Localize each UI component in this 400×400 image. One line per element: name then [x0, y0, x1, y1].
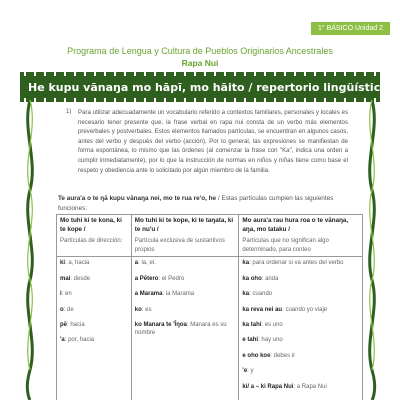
- instruction-number: 1): [66, 108, 72, 115]
- entry-term: mai: [60, 275, 71, 282]
- entry-gloss: : la, el.: [138, 260, 156, 267]
- list-item: [242, 336, 359, 344]
- heading-ornament-bottom: [20, 98, 380, 102]
- table-header-row: [57, 215, 363, 257]
- entry-gloss: : en: [61, 291, 72, 298]
- entry-term: 'e: [242, 368, 248, 375]
- list-item: [60, 321, 128, 329]
- header-cell-direction: [57, 215, 132, 257]
- list-item: [242, 321, 359, 329]
- list-item: [242, 275, 359, 283]
- column-description: Partículas de dirección:: [60, 238, 123, 245]
- entry-gloss: : el Pedro: [158, 275, 185, 282]
- entry-term: ka tahi: [242, 322, 262, 328]
- entry-term: ka: [242, 260, 250, 267]
- entry-term: 'a: [60, 337, 65, 344]
- entry-gloss: : hacia: [67, 322, 85, 328]
- particles-intro-rest: / Estas partículas cumplen las siguientes funciones:: [58, 195, 334, 212]
- entry-gloss: : Manara es su nombre: [134, 322, 227, 337]
- particles-intro-bold: Te aura'a o te ŋā kupu vānaŋa nei, mo te rua re'o, he: [58, 195, 217, 202]
- list-item: [242, 290, 359, 298]
- entry-gloss: : cuando: [249, 291, 273, 298]
- entry-term: ka oho: [242, 275, 262, 282]
- entry-term: ka: [242, 291, 250, 298]
- entry-term: ki/ a – ki Rapa Nui: [242, 383, 294, 390]
- right-vine-ornament: [360, 100, 384, 400]
- entry-gloss: : es: [141, 306, 152, 313]
- list-item: [242, 306, 359, 314]
- instruction-paragraph: Para utilizar adecuadamente un vocabulario referido a contextos familiares, personales y locales es necesario tener presente que, la frase verbal en rapa nui consta de un verbo más elementos preverbales y postverbales. Estos elementos llamados partículas, se encuentran en algunos casos, antes del verbo y después del verbo (acción). Por lo general, las expresiones se manifiestan de forma espontánea, lo mismo que las órdenes (al comenzar la frase con "Ka", indica una orden a cumplir inmediatamente), por lo que la instrucción de normas en niños y niñas tiene como base el respeto y obediencia ante lo solicitado por algún miembro de la familia.: [78, 109, 348, 174]
- list-item: [242, 259, 359, 267]
- entry-gloss: : a, hacia: [65, 260, 90, 267]
- entry-gloss: : debes ir: [270, 352, 296, 359]
- entry-term: a Pētero: [134, 275, 159, 282]
- entries-cell-direction: [57, 257, 132, 400]
- entry-gloss: : por, hacia: [64, 337, 95, 344]
- entry-term: e oho koe: [242, 352, 271, 359]
- heading-ornament-top: [20, 72, 380, 76]
- entry-gloss: : y: [247, 368, 254, 375]
- entry-gloss: : para ordenar si va antes del verbo: [249, 260, 344, 267]
- table-body-row: [57, 257, 363, 400]
- entry-gloss: : de: [63, 306, 74, 313]
- program-subtitle: Rapa Nui: [181, 58, 219, 68]
- list-item: [135, 259, 236, 267]
- column-description: Partículas que no significan algo determinado, para conteo: [242, 238, 329, 253]
- section-heading-band: [20, 76, 388, 98]
- section-heading: He kupu vānaŋa mo hāpī, mo hāito / repertorio lingüístico: [28, 81, 388, 94]
- list-item: [242, 367, 359, 375]
- entry-gloss: : la Marama: [162, 291, 195, 298]
- entry-term: a: [134, 260, 139, 267]
- list-item: [60, 336, 128, 344]
- entry-term: ko: [134, 306, 142, 313]
- list-item: [135, 275, 236, 283]
- entry-term: ko Manara te 'Īŋoa: [134, 322, 187, 328]
- column-title: Mo aura'a rau hura roa o te vānaŋa, aŋa, mo tataku /: [242, 217, 349, 233]
- list-item: [242, 383, 359, 391]
- entries-cell-counting: [239, 257, 363, 400]
- particles-intro: [58, 194, 358, 213]
- entry-term: e tahi: [242, 337, 259, 344]
- entry-gloss: : es uno: [261, 322, 283, 328]
- list-item: [60, 259, 128, 267]
- entry-term: ki: [60, 260, 66, 267]
- column-title: Mo tuhi ki te kona, ki te kope /: [60, 217, 122, 233]
- entry-term: i: [60, 291, 62, 298]
- program-title: Programa de Lengua y Cultura de Pueblos Originarios Ancestrales: [67, 46, 333, 56]
- list-item: [60, 275, 128, 283]
- entry-term: o: [60, 306, 64, 313]
- entry-term: a Marama: [134, 291, 163, 298]
- entry-gloss: : a Rapa Nui: [293, 383, 327, 390]
- entries-cell-proper-nouns: [131, 257, 239, 400]
- header-cell-counting: [239, 215, 363, 257]
- particles-table: [56, 214, 363, 400]
- left-vine-ornament: [18, 100, 42, 400]
- column-description: Partícula exclusiva de sustantivos propios: [134, 238, 225, 253]
- list-item: [60, 306, 128, 314]
- list-item: [135, 321, 236, 338]
- list-item: [135, 306, 236, 314]
- entry-term: pē: [60, 322, 68, 328]
- header-cell-proper-nouns: [131, 215, 239, 257]
- entry-gloss: : hay uno: [258, 337, 283, 344]
- column-title: Mo tuhi ki te kope, ki te taŋata, ki te nu'u /: [134, 217, 234, 233]
- entry-gloss: : desde: [70, 275, 91, 282]
- grade-badge: 1° BÁSICO Unidad 2: [311, 22, 390, 35]
- list-item: [135, 290, 236, 298]
- list-item: [242, 352, 359, 360]
- entry-term: ka reva nei au: [242, 306, 283, 313]
- list-item: [60, 290, 128, 298]
- entry-gloss: : cuando yo viaje: [282, 306, 328, 313]
- entry-gloss: : anda: [261, 275, 279, 282]
